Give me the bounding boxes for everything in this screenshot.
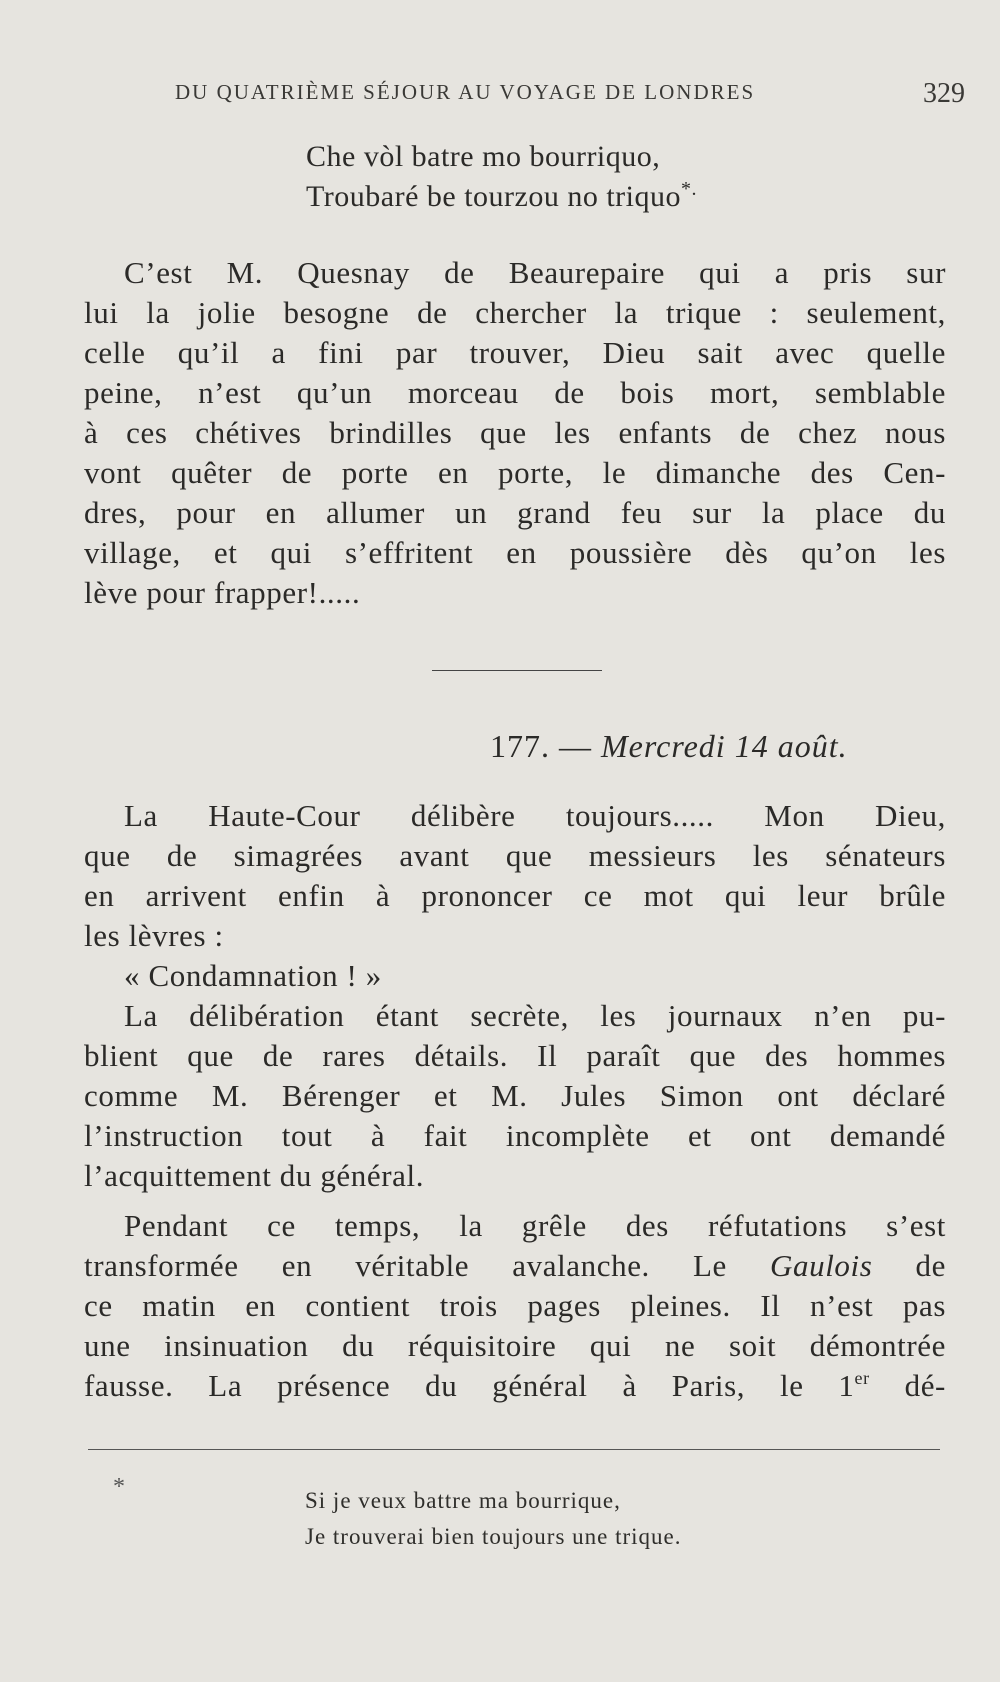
running-head-title: DU QUATRIÈME SÉJOUR AU VOYAGE DE LONDRES [175,80,756,104]
line-text: fausse. La présence du général à Paris, le 1 [84,1368,855,1403]
verse-text-1: Che vòl batre mo bourriquo, [306,140,661,173]
paragraph-line: La délibération étant secrète, les journaux n’en pu- [124,998,946,1033]
paragraph-line: Pendant ce temps, la grêle des réfutations s’est [124,1208,946,1243]
paragraph-line: à ces chétives brindilles que les enfants de chez nous [84,415,946,450]
paragraph-line: comme M. Bérenger et M. Jules Simon ont déclaré [84,1078,946,1113]
paragraph-line: ce matin en contient trois pages pleines. Il n’est pas [84,1288,946,1323]
footnote-marker: * [113,1474,125,1500]
verse-line-2 [306,178,697,214]
verse-text-2: Troubaré be tourzou no triquo [306,180,681,213]
paragraph-line: que de simagrées avant que messieurs les sénateurs [84,838,946,873]
paragraph-line: lève pour frapper!..... [84,575,361,610]
line-text: dé- [904,1368,946,1403]
paragraph-line: peine, n’est qu’un morceau de bois mort, semblable [84,375,946,410]
paragraph-line: celle qu’il a fini par trouver, Dieu sait avec quelle [84,335,946,370]
section-heading [490,728,848,765]
page-number: 329 [923,78,965,109]
paragraph-line: l’acquittement du général. [84,1158,425,1193]
newspaper-title: Gaulois [770,1248,873,1283]
section-date: Mercredi 14 août. [601,728,848,764]
paragraph-line: lui la jolie besogne de chercher la trique : seulement, [84,295,946,330]
paragraph-line: en arrivent enfin à prononcer ce mot qui leur brûle [84,878,946,913]
line-text: de [915,1248,946,1283]
paragraph-line [84,1248,946,1284]
footnote-line: Je trouverai bien toujours une trique. [305,1524,682,1549]
paragraph-line: La Haute-Cour délibère toujours..... Mon Dieu, [124,798,946,833]
line-text: transformée en véritable avalanche. Le [84,1248,727,1283]
paragraph-line [84,1368,946,1404]
footnote-reference: *. [681,178,697,200]
paragraph-line: l’instruction tout à fait incomplète et ont demandé [84,1118,946,1153]
verse-line-1 [306,140,660,174]
ordinal-superscript: er [854,1368,870,1388]
paragraph-line: blient que de rares détails. Il paraît que des hommes [84,1038,946,1073]
paragraph-line: village, et qui s’effritent en poussière dès qu’on les [84,535,946,570]
paragraph-line: dres, pour en allumer un grand feu sur la place du [84,495,946,530]
footnote-rule [88,1449,940,1450]
quotation-line: « Condamnation ! » [124,958,382,993]
section-number: 177. — [490,728,592,764]
paragraph-line: les lèvres : [84,918,224,953]
paragraph-line: une insinuation du réquisitoire qui ne soit démontrée [84,1328,946,1363]
section-divider [432,670,602,671]
footnote-line: Si je veux battre ma bourrique, [305,1488,621,1513]
paragraph-line: vont quêter de porte en porte, le dimanche des Cen- [84,455,946,490]
paragraph-line: C’est M. Quesnay de Beaurepaire qui a pris sur [124,255,946,290]
